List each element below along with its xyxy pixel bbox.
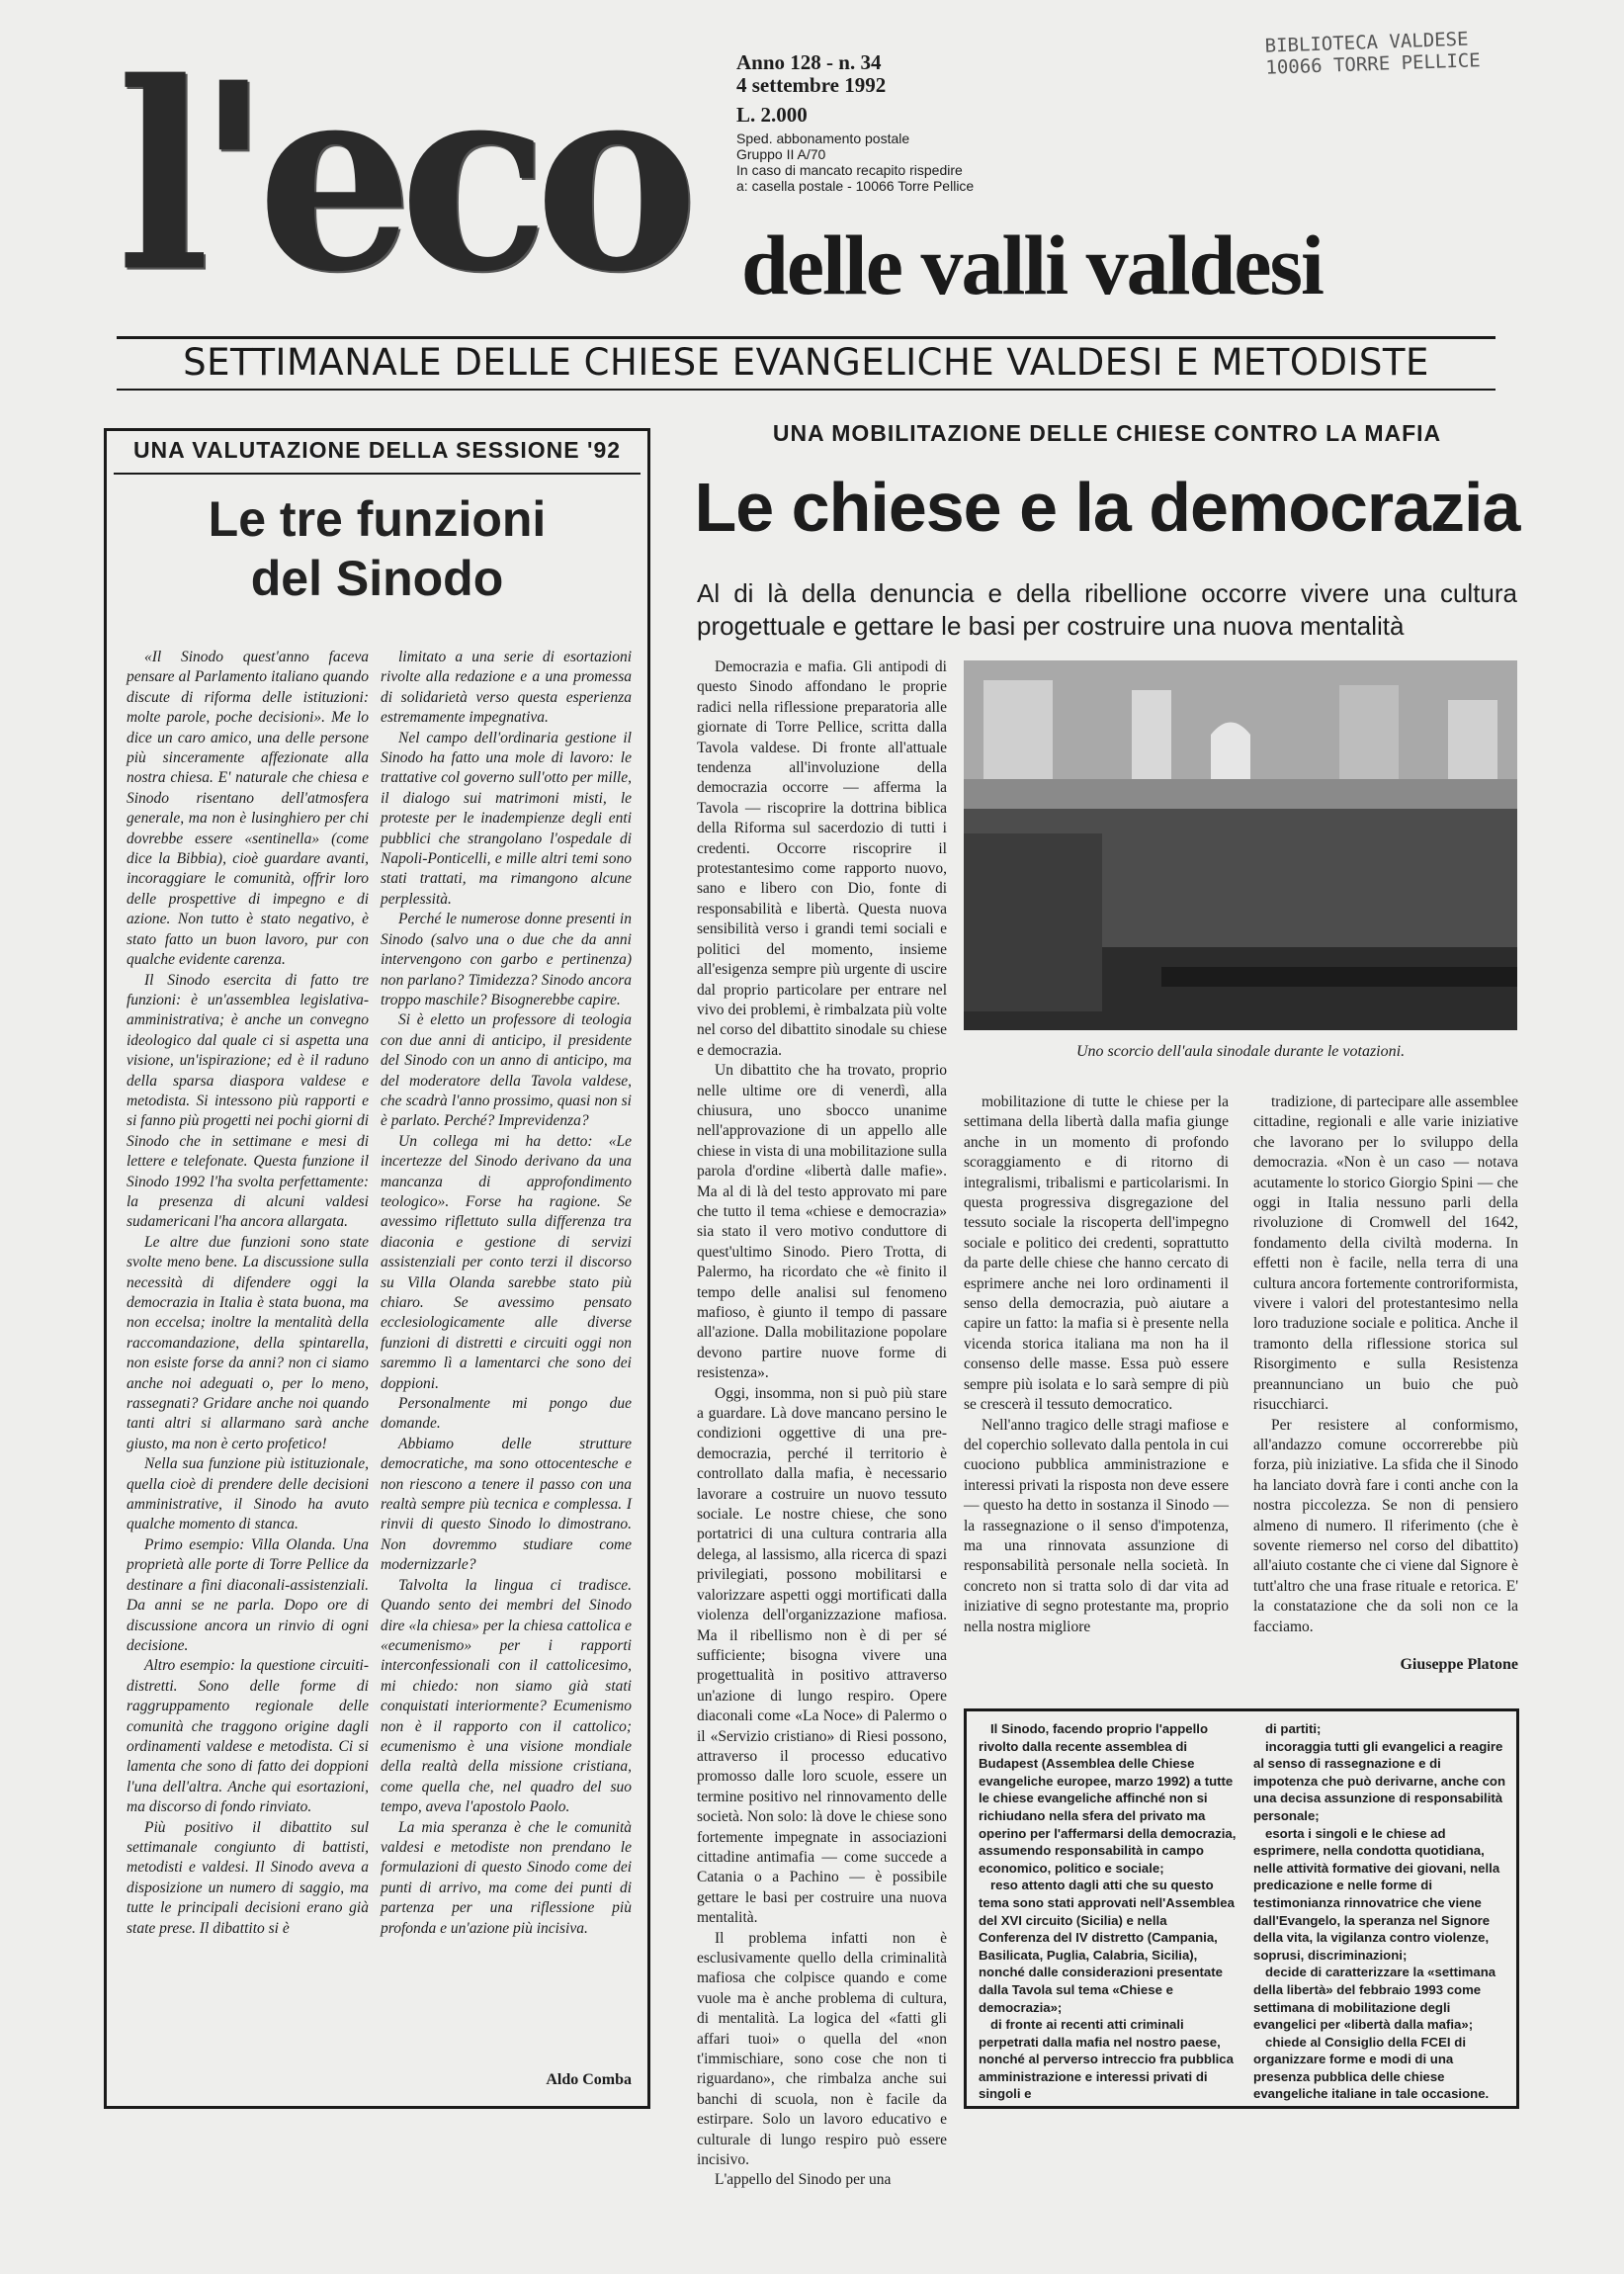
left-article-kicker: UNA VALUTAZIONE DELLA SESSIONE '92 [132, 437, 622, 463]
right-article-headline: Le chiese e la democrazia [694, 469, 1520, 546]
right-article-column-3 [1253, 1093, 1518, 1637]
synod-hall-image [964, 660, 1517, 1030]
left-article-column-2 [381, 648, 632, 1939]
postal-line: In caso di mancato recapito rispedire [736, 162, 963, 178]
headline-line: Le tre funzioni [208, 491, 547, 547]
paragraph: Il problema infatti non è esclusivamente quello della criminalità mafiosa che colpisce quando e come vuole ma è anche problema di cultura, di mentalità. La logica del «fatti gli affari tuoi» o quella del «non t'immischiare, sono cose che non ti riguardano», che rimbalza anche sui banchi di scuola, non è facile da estirpare. Solo un lavoro educativo e culturale di lungo respiro può essere incisivo. [697, 1929, 947, 2169]
issue-number: Anno 128 - n. 34 [736, 50, 882, 74]
masthead-rule-top [117, 336, 1496, 339]
paragraph: Si è eletto un professore di teologia con due anni di anticipo, il presidente del Sinodo con un anno di anticipo, ma del moderatore della Tavola valdese, che scadrà l'anno prossimo, quasi non si è parlato. Perché? Imprevidenza? [381, 1011, 632, 1130]
paragraph: mobilitazione di tutte le chiese per la settimana della libertà dalla mafia giunge anche in un momento di profondo scoraggiamento e di ritorno di integralismi, tribalismi e particolarismi. In questa progressiva disgregazione del tessuto sociale la riscoperta dell'impegno sociale e politico dei credenti, soprattutto da parte delle chiese che hanno cercato di esprimere anche nei loro ordinamenti il senso della democrazia, può aiutare a capire un fatto: la mafia si è presente nella vicenda storica italiana ma non ha il consenso delle masse. Essa può essere sempre più isolata e lo sarà sempre di più se crescerà il tessuto democratico. [964, 1093, 1229, 1414]
paragraph: chiede al Consiglio della FCEI di organizzare forme e modi di una presenza pubblica delle chiese evangeliche italiane in tale occasione. [1253, 2034, 1490, 2102]
paragraph: Le altre due funzioni sono state svolte meno bene. La discussione sulla necessità di difendere oggi la democrazia in Italia è stata buona, ma non eccelsa; inoltre la mentalità della raccomandazione, della spintarella, non esiste forse da anni? non ci siamo anche noi adeguati o, per lo meno, rassegnati? Gridare anche noi quando tanti altri si allarmano sarà anche giusto, ma non è certo profetico! [127, 1233, 369, 1452]
issue-date: 4 settembre 1992 [736, 73, 887, 97]
right-article-column-1 [697, 657, 947, 2191]
paragraph: Nell'anno tragico delle stragi mafiose e del coperchio sollevato dalla pentola in cui cuociono pubblica amministrazione e interessi privati la risposta non deve essere — questo ha detto in sostanza il Sinodo — la rassegnazione o il senso d'impotenza, ma una rinnovata assunzione di responsabilità personale nella società. In concreto non si tratta solo di dar vita ad iniziative di segno protestante ma, proprio nella nostra migliore [964, 1416, 1229, 1635]
paragraph: Abbiamo delle strutture democratiche, ma sono ottocentesche e non riescono a tenere il passo con una realtà sempre più tecnica e complessa. I rinvii di questo Sinodo lo dimostrano. Non dovremmo studiare come modernizzarle? [381, 1435, 632, 1574]
right-article-deck: Al di là della denuncia e della ribellione occorre vivere una cultura progettuale e gettare le basi per costruire una nuova mentalità [697, 578, 1517, 641]
masthead-subtitle: delle valli valdesi [741, 218, 1323, 312]
resolution-column-2 [1253, 1720, 1508, 2103]
postal-line: a: casella postale - 10066 Torre Pellice [736, 178, 975, 194]
right-article-kicker: UNA MOBILITAZIONE DELLE CHIESE CONTRO LA MAFIA [772, 420, 1442, 446]
paragraph: limitato a una serie di esortazioni rivolte alla redazione e a una promessa di solidarietà verso questa esperienza estremamente impegnativa. [381, 649, 632, 727]
paragraph: di partiti; [1265, 1721, 1322, 1736]
paragraph: di fronte ai recenti atti criminali perpetrati dalla mafia nel nostro paese, nonché al perverso intreccio fra pubblica amministrazione e interessi privati di singoli e [979, 2017, 1234, 2102]
paragraph: L'appello del Sinodo per una [715, 2171, 892, 2189]
paragraph: Nel campo dell'ordinaria gestione il Sinodo ha fatto una mole di lavoro: le trattative col governo sull'otto per mille, il dialogo sui matrimoni misti, le proteste per le inadempienze degli enti pubblici che strangolano l'ospedale di Napoli-Ponticelli, e mille altri temi sono stati trattati, ma rimangono alcune perplessità. [381, 729, 632, 908]
right-article-byline: Giuseppe Platone [1400, 1656, 1518, 1673]
paragraph: Nella sua funzione più istituzionale, quella cioè di prendere delle decisioni amministrative, il Sinodo ha avuto qualche momento di stanca. [127, 1455, 369, 1533]
paragraph: reso attento dagli atti che su questo tema sono stati approvati nell'Assemblea del XVI circuito (Sicilia) e nella Conferenza del IV distretto (Campania, Basilicata, Puglia, Calabria, Sicilia), nonché dalle considerazioni presentate dalla Tavola sul tema «Chiese e democrazia»; [979, 1878, 1235, 2015]
price: L. 2.000 [736, 103, 808, 127]
kicker-rule [114, 473, 641, 475]
paragraph: Altro esempio: la questione circuiti-distretti. Sono delle forme di raggruppamento regionale delle comunità che traggono origine dagli ordinamenti valdese e metodista. Ci si lamenta che sono di fatto dei doppioni l'una dell'altra. Anche qui esortazioni, ma discorso di fondo rinviato. [127, 1657, 369, 1816]
paragraph: La mia speranza è che le comunità valdesi e metodiste non prendano le formulazioni di questo Sinodo come dei punti di arrivo, ma come dei punti di partenza per una riflessione più profonda e un'azione più incisiva. [381, 1818, 632, 1937]
postal-line: Sped. abbonamento postale [736, 131, 910, 146]
paragraph: Il Sinodo, facendo proprio l'appello rivolto dalla recente assemblea di Budapest (Assemblea delle Chiese evangeliche europee, marzo 1992) a tutte le chiese evangeliche affinché non si richiudano nella sfera del privato ma operino per l'affermarsi della democrazia, assumendo responsabilità in campo economico, politico e sociale; [979, 1721, 1237, 1876]
stamp-line: BIBLIOTECA VALDESE [1264, 28, 1469, 57]
masthead-tagline: SETTIMANALE DELLE CHIESE EVANGELICHE VALDESI E METODISTE [183, 341, 1429, 384]
stamp-line: 10066 TORRE PELLICE [1265, 49, 1482, 79]
photo-caption: Uno scorcio dell'aula sinodale durante le votazioni. [1075, 1043, 1406, 1060]
left-article-byline: Aldo Comba [546, 2071, 632, 2088]
paragraph: Più positivo il dibattito sul settimanale congiunto di battisti, metodisti e valdesi. Il Sinodo aveva a disposizione un numero di saggio, ma tutte le principali decisioni erano già state prese. Il dibattito si è [127, 1818, 369, 1937]
paragraph: Il Sinodo esercita di fatto tre funzioni: è un'assemblea legislativa-amministrativa; è anche un convegno ideologico dal quale ci si aspetta una visione, un'ispirazione; ed è il raduno della sparsa diaspora valdese e metodista. Si intessono più rapporti e si fanno più progetti nei pochi giorni di Sinodo che in settimane e mesi di lettere e telefonate. Questa funzione il Sinodo 1992 l'ha svolta perfettamente: la presenza di alcuni valdesi sudamericani l'ha ancora allargata. [127, 971, 369, 1231]
masthead-logo: l'eco [117, 26, 685, 329]
paragraph: incoraggia tutti gli evangelici a reagire al senso di rassegnazione e di impotenza che può derivarne, anche con una decisa assunzione di responsabilità personale; [1253, 1738, 1506, 1823]
headline-line: del Sinodo [250, 551, 504, 606]
paragraph: esorta i singoli e le chiese ad esprimere, nella condotta quotidiana, nelle attività formative dei giovani, nella predicazione e nelle forme di testimonianza rinnovatrice che viene dall'Evangelo, la speranza nel Signore della vita, la vigilanza contro violenze, soprusi, discriminazioni; [1253, 1825, 1500, 1963]
paragraph: decide di caratterizzare la «settimana della libertà» del febbraio 1993 come settimana di mobilitazione degli evangelici per «libertà dalla mafia»; [1253, 1965, 1496, 2033]
paragraph: tradizione, di partecipare alle assemblee cittadine, regionali e alle varie iniziative che lavorano per lo sviluppo della democrazia. «Non è un caso — notava acutamente lo storico Giorgio Spini — che oggi in Italia nessuno parli della rivoluzione di Cromwell del 1642, fondamento della civiltà moderna. In effetti non è facile, nella terra di una cultura ancora fortemente controriformista, vivere i valori del protestantesimo nella loro traduzione sociale e politica. Anche il tramonto della riflessione storica sul Risorgimento e sulla Resistenza preannunciano un buio che può risucchiarci. [1253, 1093, 1518, 1414]
paragraph: Talvolta la lingua ci tradisce. Quando sento dei membri del Sinodo dire «la chiesa» per la chiesa cattolica e «ecumenismo» per i rapporti interconfessionali con il cattolicesimo, mi chiedo: non siamo già stati conquistati interiormente? Ecumenismo non è il rapporto con il cattolico; ecumenismo è una visione mondiale della realtà della missione cristiana, come quella che, nel quadro del suo tempo, aveva l'apostolo Paolo. [381, 1576, 632, 1816]
paragraph: Democrazia e mafia. Gli antipodi di questo Sinodo affondano le proprie radici nella riflessione preparatoria alle giornate di Torre Pellice, scritta dalla Tavola valdese. Di fronte all'attuale tendenza all'involuzione della democrazia occorre — afferma la Tavola — riscoprire la dottrina biblica della Riforma sul sacerdozio di tutti i credenti. Occorre riscoprire il protestantesimo come rapporto nuovo, sano e libero con Dio, fonte di responsabilità e libertà. Questa nuova sensibilità verso i grandi temi sociali e politici del momento, insieme all'esigenza sempre più urgente di uscire dal proprio particolare per entrare nel vivo dei problemi, è rimbalzata più volte nel corso del dibattito sinodale su chiese e democrazia. [697, 658, 947, 1059]
paragraph: «Il Sinodo quest'anno faceva pensare al Parlamento italiano quando discute di riforma delle istituzioni: molte parole, poche decisioni». Me lo dice un caro amico, una delle persone più sinceramente affezionate alla nostra chiesa. E' naturale che chiesa e Sinodo risentano dell'atmosfera generale, ma non è lusinghiero per chi dovrebbe essere «sentinella» (come dice la Bibbia), cioè guardare avanti, incoraggiare le comunità, offrir loro delle prospettive di impegno e di azione. Non tutto è stato negativo, è stato fatto un buon lavoro, pur con qualche evidente carenza. [127, 649, 369, 969]
paragraph: Perché le numerose donne presenti in Sinodo (salvo una o due che da anni intervengono con garbo e pertinenza) non parlano? Timidezza? Sinodo ancora troppo maschile? Bisognerebbe capire. [381, 911, 632, 1008]
paragraph: Personalmente mi pongo due domande. [381, 1395, 632, 1433]
library-stamp [1264, 28, 1481, 79]
postal-info [736, 131, 974, 194]
paragraph: Un collega mi ha detto: «Le incertezze del Sinodo derivano da una mancanza di approfondimento teologico». Forse ha ragione. Se avessimo riflettuto sulla differenza tra diaconia e gestione di servizi assistenziali per conto terzi il discorso su Villa Olanda sarebbe stato più chiaro. Se avessimo pensato ecclesiologicamente alle diverse funzioni di distretti e circuiti oggi non saremmo lì a lamentarci che sono dei doppioni. [381, 1132, 632, 1392]
postal-line: Gruppo II A/70 [736, 146, 826, 162]
masthead-rule-bottom [117, 389, 1496, 391]
left-article-headline [104, 489, 650, 608]
paragraph: Per resistere al conformismo, all'andazzo comune occorrerebbe più forza, più iniziative. La sfida che il Sinodo ha lanciato dovrà fare i conti anche con la nostra piccolezza. Se non di pensiero almeno di numero. Il riferimento (che è sovente riemerso nel corso del dibattito) all'aiuto costante che ci viene dal Signore è tutt'altro che una frase rituale e retorica. E' la constatazione che da soli non ce la facciamo. [1253, 1416, 1518, 1635]
left-article-column-1 [127, 648, 369, 1939]
paragraph: Primo esempio: Villa Olanda. Una proprietà alle porte di Torre Pellice da destinare a fini diaconali-assistenziali. Da anni se ne parla. Dopo ore di discussione ancora un rinvio di ogni decisione. [127, 1535, 369, 1654]
resolution-column-1 [979, 1720, 1238, 2103]
paragraph: Un dibattito che ha trovato, proprio nelle ultime ore di venerdì, alla chiusura, uno sbocco unanime nell'approvazione di un appello alle chiese in vista di una mobilitazione sulla parola d'ordine «libertà dalle mafie». Ma al di là del testo approvato mi pare che tutto il tema «chiese e democrazia» sia stato il vero motivo conduttore di quest'ultimo Sinodo. Piero Trotta, di Palermo, ha ricordato che «è finito il tempo delle analisi sul fenomeno mafioso, è giunto il tempo di passare all'azione. Dalla mobilitazione popolare devono partire nuove forme di resistenza». [697, 1062, 947, 1382]
paragraph: Oggi, insomma, non si può più stare a guardare. Là dove mancano persino le condizioni oggettive di una pre-democrazia, perché il territorio è controllato dalla mafia, è necessario lavorare a costruire un nuovo tessuto sociale. Le nostre chiese, che sono portatrici di una cultura contraria alla delega, al lassismo, alla ricerca di spazi privilegiati, possono mobilitarsi e valorizzare aspetti oggi mortificati dalla violenza dell'organizzazione mafiosa. Ma il ribellismo non è di per sé sufficiente; bisogna vivere una progettualità in positivo attraverso un'azione di lungo respiro. Opere diaconali come «La Noce» di Palermo o il «Servizio cristiano» di Riesi possono, attraverso il processo educativo promosso dalle loro scuole, essere un termine positivo nel rinnovamento delle società. Non solo: là dove le chiese sono fortemente impegnate in associazioni cittadine antimafia — come succede a Catania o a Pachino — è possibile gettare le basi per costruire una nuova mentalità. [697, 1384, 947, 1927]
issue-info [736, 51, 886, 97]
synod-hall-photo [964, 660, 1517, 1030]
right-article-column-2 [964, 1093, 1229, 1637]
